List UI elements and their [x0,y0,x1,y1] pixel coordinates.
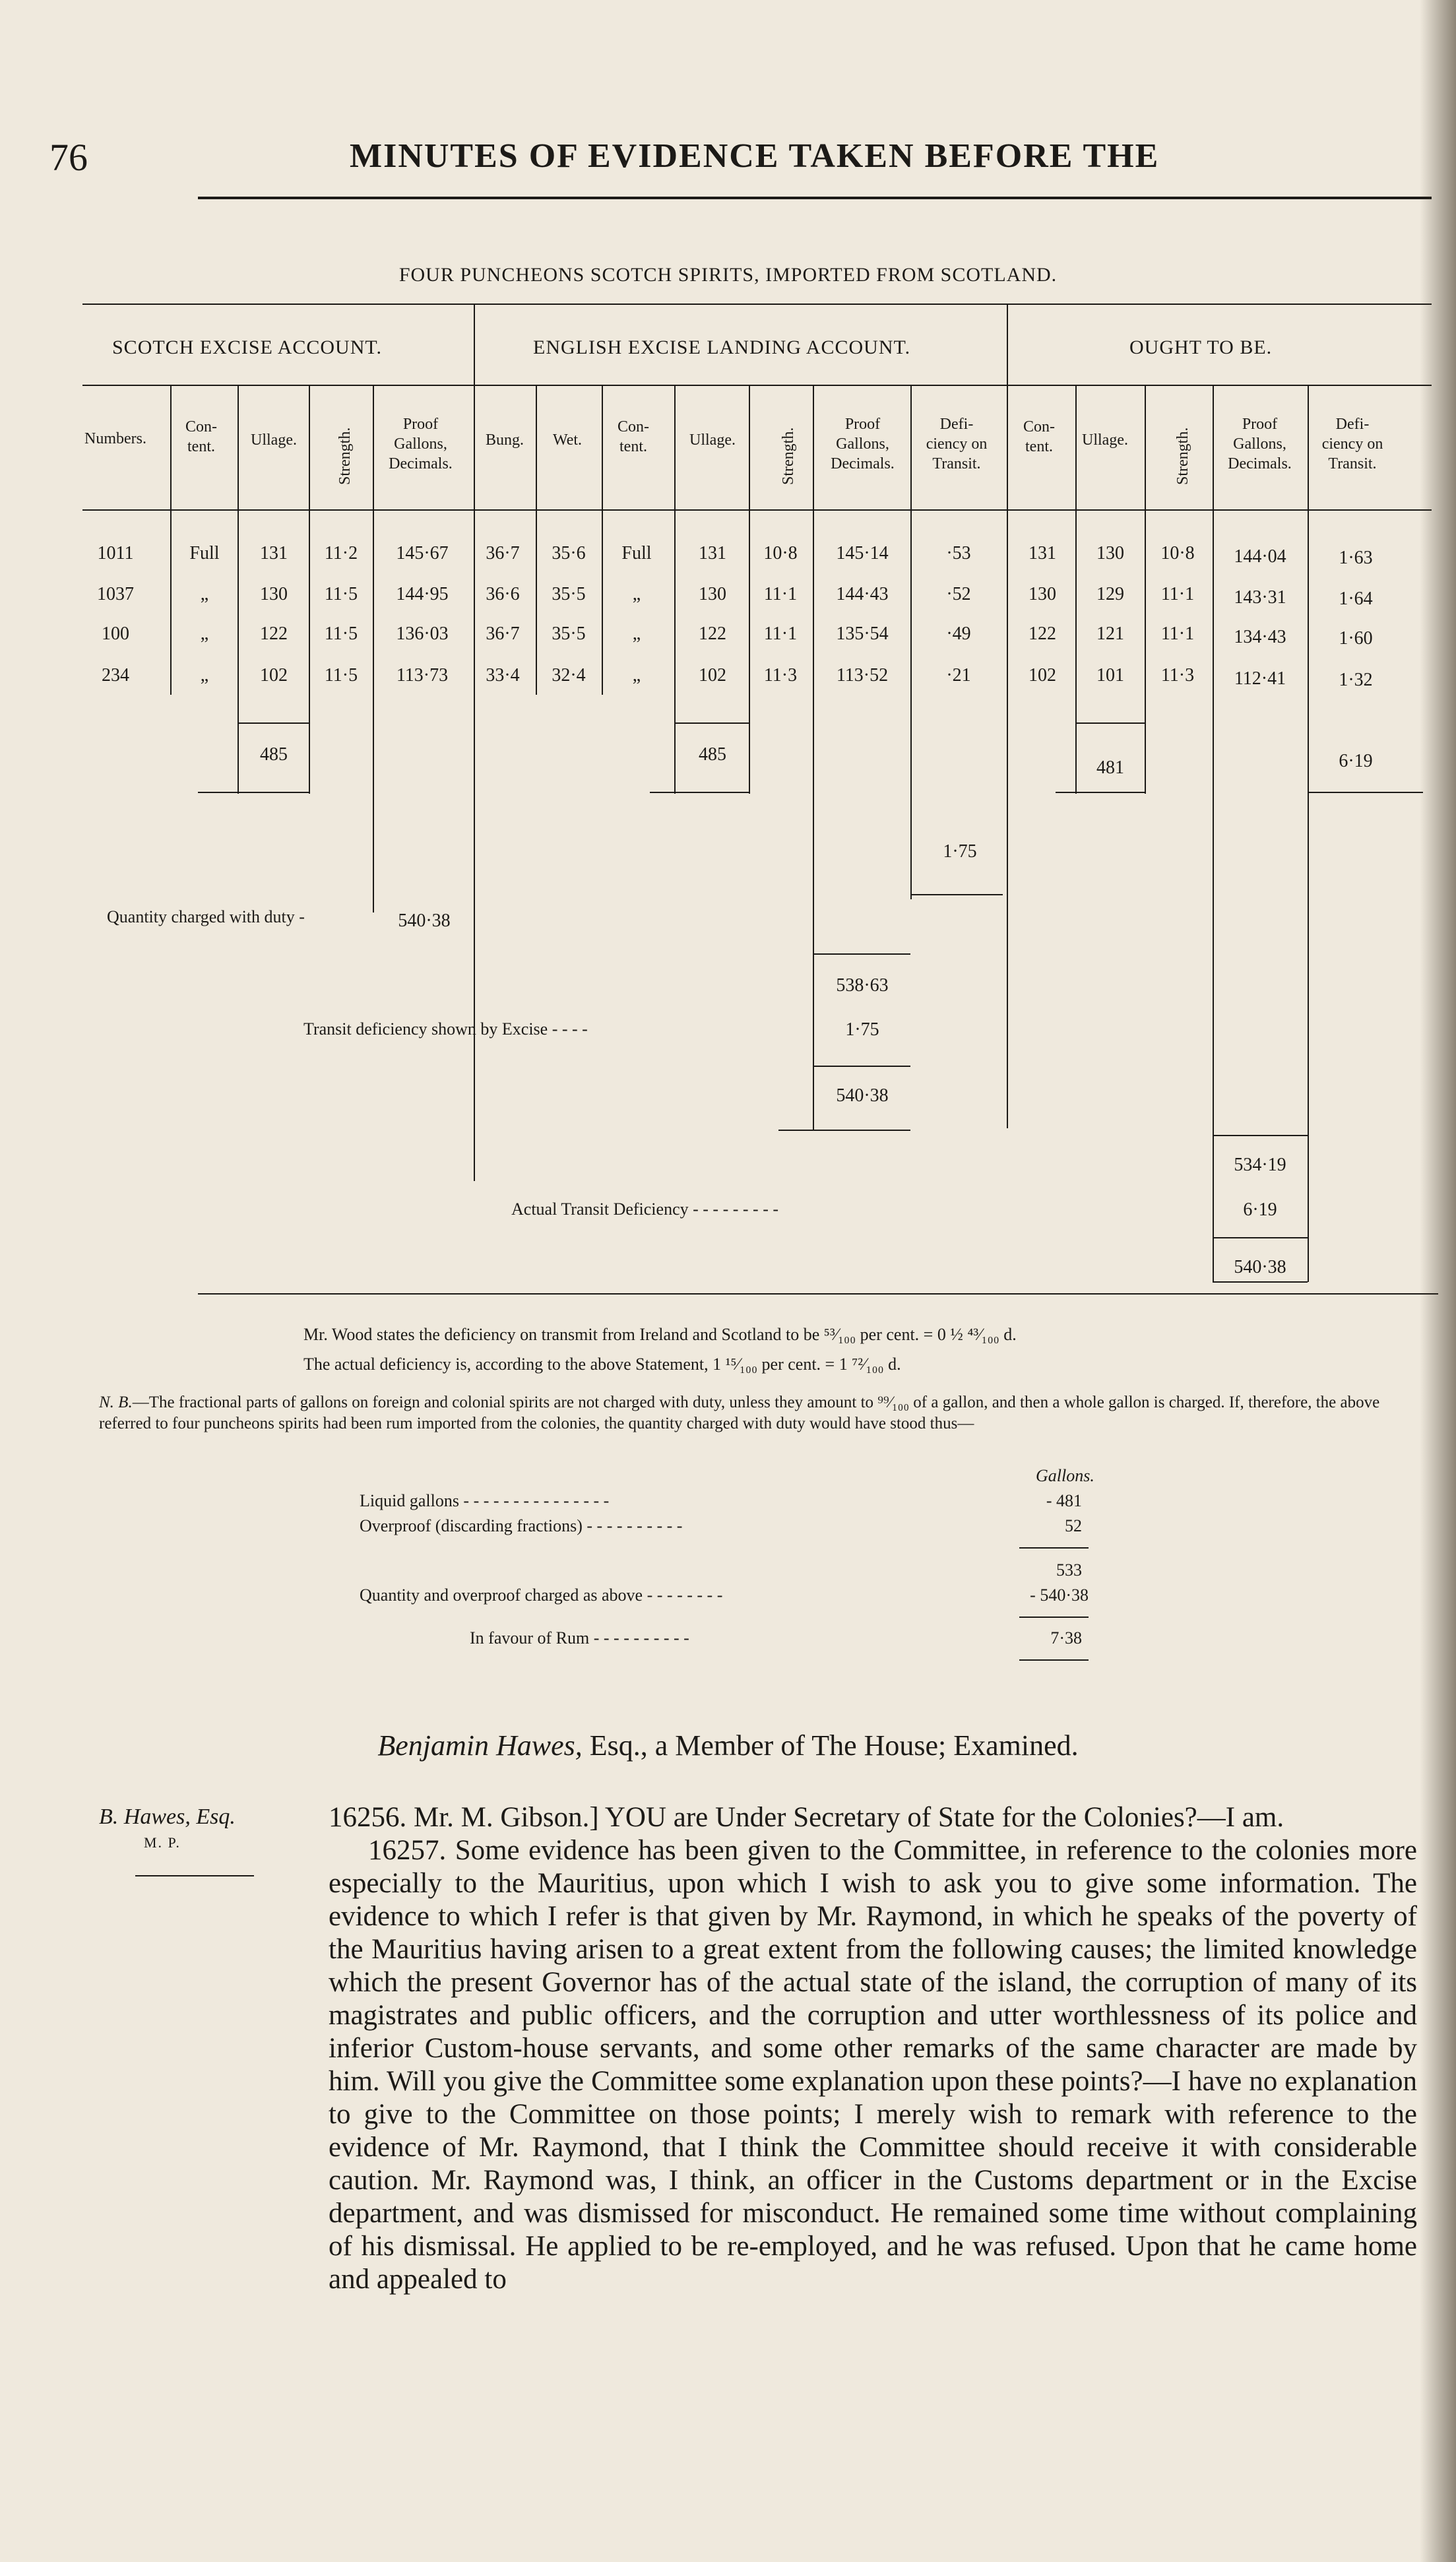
transit-value: 1·75 [845,1019,879,1040]
table-caption: FOUR PUNCHEONS SCOTCH SPIRITS, IMPORTED FROM SCOTLAND. [398,264,1058,286]
divider-scotch-english [474,304,475,1181]
cell: 11·5 [324,584,358,604]
cell: „ [200,584,209,604]
cell: 145·67 [396,543,449,563]
col-deficiency: Defi- ciency on Transit. [926,416,988,472]
col-strength: Strength. [336,427,354,485]
cell: 144·95 [396,584,449,604]
total-rule [1308,792,1423,793]
cell: 145·14 [836,543,889,563]
col-rule [1213,385,1214,1282]
cell: 11·3 [763,665,798,686]
cell: 130 [699,584,726,604]
cell: Full [189,543,220,563]
cell: „ [632,624,641,644]
col-rule [170,385,172,695]
quantity-charged-value: 540·38 [398,911,451,931]
running-title: MINUTES OF EVIDENCE TAKEN BEFORE THE [350,137,1160,175]
cell: 1·60 [1339,628,1373,649]
table-top-rule [82,304,1432,305]
witness-heading [0,1729,1456,1762]
cell: ·21 [946,665,971,686]
cell: 143·31 [1234,587,1286,608]
cell: 102 [1029,665,1056,686]
cell: 131 [260,543,288,563]
charged-label: Quantity and overproof charged as above - - - - - - - - [360,1585,723,1605]
total-rule [1213,1237,1308,1238]
deficiency-total-english: 1·75 [943,841,977,862]
margin-rule [135,1875,254,1876]
cell: 35·5 [552,584,586,604]
cell: 1·63 [1339,548,1373,568]
cell: 136·03 [396,624,449,644]
favour-value: 7·38 [1050,1628,1082,1648]
col-content-2: Con- tent. [617,418,649,455]
cell: 122 [260,624,288,644]
cell: ·53 [946,543,971,563]
cell: 36·7 [486,543,520,563]
gallons-header: Gallons. [1036,1466,1094,1485]
cell: 11·1 [1160,624,1195,644]
note-actual: The actual deficiency is, according to the above Statement, 1 ¹⁵⁄₁₀₀ per cent. = 1 ⁷²⁄₁₀₀ d. [303,1355,901,1374]
liquid-value: - 481 [1046,1491,1082,1510]
cell: Full [621,543,652,563]
ullage-total-ought: 481 [1096,757,1124,778]
cell: 36·6 [486,584,520,604]
sum-rule [1019,1617,1089,1618]
total-rule [813,953,910,955]
running-head [49,135,1415,181]
cell: 1011 [97,543,134,563]
total-rule [778,1130,910,1131]
cell: 11·1 [1160,584,1195,604]
overproof-value: 52 [1065,1516,1082,1535]
cell: 129 [1096,584,1124,604]
overproof-label: Overproof (discarding fractions) - - - - - - - - - - [360,1516,683,1535]
question-16256: 16256. Mr. M. Gibson.] YOU are Under Secretary of State for the Colonies?—I am. [329,1802,1284,1833]
col-deficiency-2: Defi- ciency on Transit. [1321,416,1383,472]
sum-rule [1019,1659,1089,1661]
transit-total: 540·38 [836,1085,889,1106]
cell: ·52 [946,584,971,604]
nb-text: —The fractional parts of gallons on foreign and colonial spirits are not charged with duty, unless they amount to ⁹⁹⁄₁₀₀ of a gallon, and then a whole gallon is charged. If, therefore, the above referred to four puncheons spirits had been rum imported from the colonies, the quantity charged with duty would have stood thus— [99,1393,1380,1432]
subtotal-value: 533 [1056,1560,1082,1580]
col-ullage-3: Ullage. [1082,432,1128,449]
col-rule [910,385,912,899]
cell: 1037 [97,584,134,604]
total-rule [198,792,309,793]
cell: „ [200,665,209,686]
cell: 113·52 [836,665,889,686]
evidence-text [329,1801,1417,2296]
cell: 122 [699,624,726,644]
cell: 130 [1029,584,1056,604]
cell: 130 [1096,543,1124,563]
total-rule [1056,792,1145,793]
witness-rest: Esq., a Member of The House; Examined. [582,1729,1079,1762]
margin-witness: B. Hawes, Esq. [99,1805,236,1829]
cell: 10·8 [1160,543,1195,563]
total-rule [674,722,749,724]
cell: 11·1 [763,584,798,604]
deficiency-total-ought: 6·19 [1339,751,1373,771]
col-proof-gallons-3: Proof Gallons, Decimals. [1228,416,1292,472]
cell: 131 [1029,543,1056,563]
total-rule [1213,1135,1308,1136]
cell: 122 [1029,624,1056,644]
cell: „ [200,624,209,644]
total-rule [237,722,309,724]
cell: 100 [102,624,129,644]
sum-rule [1019,1547,1089,1549]
cell: 144·04 [1234,546,1286,567]
cell: 11·5 [324,665,358,686]
group-scotch: SCOTCH EXCISE ACCOUNT. [112,336,382,358]
col-strength-2: Strength. [780,427,797,485]
col-strength-3: Strength. [1174,427,1191,485]
group-english: ENGLISH EXCISE LANDING ACCOUNT. [533,336,911,358]
cell: 144·43 [836,584,889,604]
header-bottom-rule [82,509,1432,511]
header-rule [198,197,1432,199]
question-16257: 16257. Some evidence has been given to the Committee, in reference to the colonies more especially to the Mauritius, upon which I wish to ask you to give some information. The evidence to which I refer is that given by Mr. Raymond, in which he speaks of the poverty of the Mauritius having arisen to a great extent from the following causes; the limited knowledge which the present Governor has of the actual state of the island, the corruption of many of its magistrates and public officers, and the corruption and utter worthlessness of its police and inferior Custom-house servants, and some other remarks of the same character are made by him. Will you give the Committee some explanation upon these points?—I have no explanation to give to the Committee on those points; I merely wish to remark with reference to the evidence of Mr. Raymond, that I think the Committee should receive it with considerable caution. Mr. Raymond was, I think, an officer in the Customs department or in the Excise department, and was dismissed for misconduct. He remained some time without complaining of his dismissal. He applied to be re-employed, and he was refused. Upon that he came home and appealed to [329,1835,1417,2295]
cell: 134·43 [1234,627,1286,647]
page-number: 76 [49,136,88,179]
col-rule [1308,385,1309,1282]
cell: 135·54 [836,624,889,644]
cell: 102 [260,665,288,686]
col-ullage-2: Ullage. [689,432,736,449]
nota-bene [99,1392,1418,1434]
total-rule [1213,1281,1308,1283]
actual-label: Actual Transit Deficiency - - - - - - - - - [511,1200,779,1219]
total-rule [910,894,1003,895]
cell: 131 [699,543,726,563]
cell: 11·5 [324,624,358,644]
col-bung: Bung. [485,432,524,449]
liquid-label: Liquid gallons - - - - - - - - - - - - - - - [360,1491,610,1510]
col-wet: Wet. [552,432,583,449]
col-rule [602,385,603,695]
ullage-total-scotch: 485 [260,744,288,765]
cell: ·49 [946,624,971,644]
witness-name: Benjamin Hawes, [377,1729,583,1762]
charged-value: - 540·38 [1030,1585,1089,1605]
total-rule [813,1066,910,1067]
actual-total: 540·38 [1234,1257,1286,1277]
group-rule [82,385,1432,386]
col-numbers: Numbers. [84,430,146,447]
cell: 32·4 [552,665,586,686]
cell: 11·3 [1160,665,1195,686]
table-bottom-rule [198,1293,1438,1295]
total-rule [1075,722,1145,724]
cell: 130 [260,584,288,604]
cell: 35·6 [552,543,586,563]
cell: 10·8 [763,543,798,563]
cell: 101 [1096,665,1124,686]
col-rule [536,385,537,695]
cell: 35·5 [552,624,586,644]
col-content-3: Con- tent. [1023,418,1055,455]
divider-english-ought [1007,304,1008,1128]
col-proof-gallons-2: Proof Gallons, Decimals. [831,416,895,472]
favour-label: In favour of Rum - - - - - - - - - - [470,1628,689,1648]
cell: 121 [1096,624,1124,644]
cell: 234 [102,665,129,686]
note-wood: Mr. Wood states the deficiency on transmit from Ireland and Scotland to be ⁵³⁄₁₀₀ per cent. = 0 ½ ⁴³⁄₁₀₀ d. [303,1325,1017,1344]
cell: 112·41 [1234,668,1286,689]
cell: 102 [699,665,726,686]
transit-sub: 538·63 [836,975,889,996]
col-rule [373,385,374,913]
cell: 36·7 [486,624,520,644]
col-rule [813,385,814,1130]
nb-label: N. B. [99,1393,133,1411]
quantity-charged-label: Quantity charged with duty - [107,907,305,926]
cell: 1·64 [1339,589,1373,609]
page-edge-shadow [1420,0,1456,2562]
cell: 33·4 [486,665,520,686]
cell: 1·32 [1339,670,1373,690]
col-ullage: Ullage. [251,432,297,449]
col-content: Con- tent. [185,418,217,455]
ullage-total-english: 485 [699,744,726,765]
transit-label: Transit deficiency shown by Excise - - - - [303,1019,588,1039]
cell: „ [632,665,641,686]
cell: 113·73 [396,665,449,686]
actual-value: 6·19 [1243,1200,1277,1220]
margin-title: M. P. [144,1834,181,1851]
group-ought: OUGHT TO BE. [1129,336,1273,358]
cell: 11·2 [324,543,358,563]
col-proof-gallons: Proof Gallons, Decimals. [389,416,453,472]
total-rule [650,792,749,793]
cell: „ [632,584,641,604]
actual-sub: 534·19 [1234,1155,1286,1175]
cell: 11·1 [763,624,798,644]
